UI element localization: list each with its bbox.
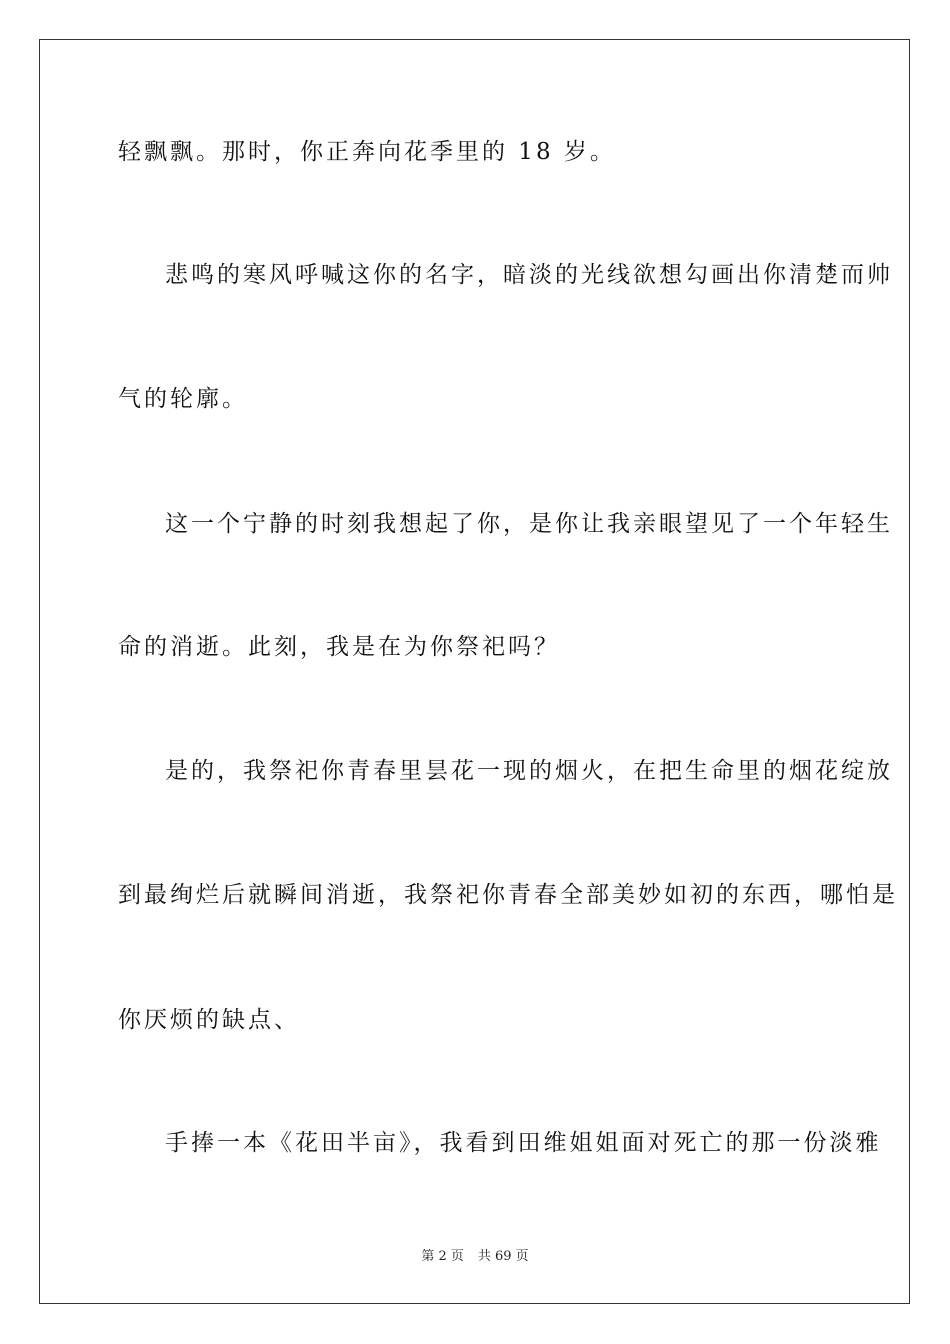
text-line: 悲鸣的寒风呼喊这你的名字，暗淡的光线欲想勾画出你清楚而帅 <box>165 262 893 288</box>
page-total: 共 69 页 <box>477 1249 529 1264</box>
text-line: 到最绚烂后就瞬间消逝，我祭祀你青春全部美妙如初的东西，哪怕是 <box>118 882 898 908</box>
page-footer <box>0 1249 950 1265</box>
text-line: 气的轮廓。 <box>118 386 248 412</box>
page-number: 第 2 页 <box>421 1249 464 1264</box>
text-line: 手捧一本《花田半亩》，我看到田维姐姐面对死亡的那一份淡雅 <box>165 1130 882 1156</box>
text-line: 这一个宁静的时刻我想起了你，是你让我亲眼望见了一个年轻生 <box>165 511 893 537</box>
page-frame <box>39 39 910 1304</box>
text-line: 你厌烦的缺点、 <box>118 1007 300 1033</box>
text-line: 是的，我祭祀你青春里昙花一现的烟火，在把生命里的烟花绽放 <box>165 758 893 784</box>
text-line: 轻飘飘。那时，你正奔向花季里的 18 岁。 <box>118 139 616 165</box>
text-line: 命的消逝。此刻，我是在为你祭祀吗？ <box>118 634 560 660</box>
